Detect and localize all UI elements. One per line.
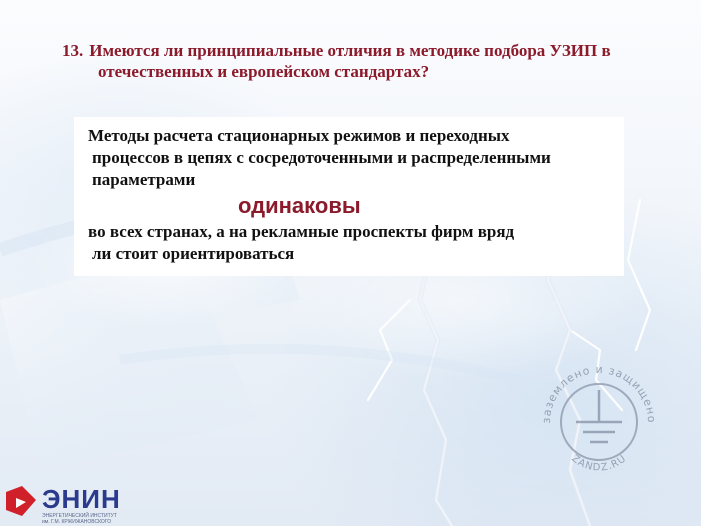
answer-paragraph-2 xyxy=(88,221,614,265)
answer-text-box xyxy=(74,117,624,276)
stamp-site-text: ZANDZ.RU xyxy=(569,453,629,474)
title-line-1: Имеются ли принципиальные отличия в методике подбора УЗИП в xyxy=(89,41,611,60)
answer-line-5: ли стоит ориентироваться xyxy=(92,244,295,263)
answer-line-3: параметрами xyxy=(92,170,196,189)
slide-title xyxy=(62,40,662,82)
question-number: 13. xyxy=(62,41,84,60)
answer-line-4: во всех странах, а на рекламные проспекты фирм вряд xyxy=(88,222,515,241)
logo-emblem-icon xyxy=(6,486,36,516)
svg-text:ZANDZ.RU xyxy=(569,453,629,474)
logo-name: ЭНИН xyxy=(42,484,121,514)
answer-line-1: Методы расчета стационарных режимов и переходных xyxy=(88,126,510,145)
logo-subtitle-line-1: ЭНЕРГЕТИЧЕСКИЙ ИНСТИТУТ xyxy=(42,513,117,519)
title-line-2: отечественных и европейском стандартах? xyxy=(98,62,430,81)
ground-symbol-icon xyxy=(576,390,622,442)
logo-subtitle-line-2: им. Г.М. КРЖИЖАНОВСКОГО xyxy=(42,519,112,525)
answer-line-2: процессов в цепях с сосредоточенными и распределенными xyxy=(92,148,551,167)
stamp-arc-text: заземлено и защищено xyxy=(539,362,659,424)
grounding-stamp-watermark xyxy=(534,352,664,482)
answer-accent-word: одинаковы xyxy=(238,193,361,218)
answer-paragraph-1 xyxy=(88,125,614,191)
logo-subtitle xyxy=(42,513,162,525)
